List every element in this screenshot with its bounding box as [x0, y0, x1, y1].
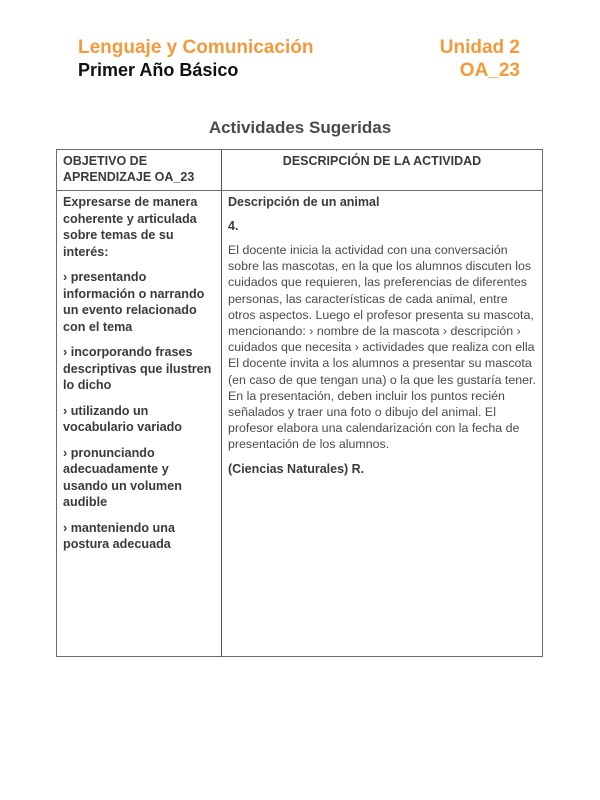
header-row-bottom — [78, 59, 520, 82]
oa-code-label: OA_23 — [459, 60, 520, 81]
subject-title: Lenguaje y Comunicación — [78, 37, 314, 58]
column-header-description: DESCRIPCIÓN DE LA ACTIVIDAD — [282, 154, 482, 168]
objective-item: › incorporando frases descriptivas que ilustren lo dicho — [63, 345, 212, 392]
grade-label: Primer Año Básico — [78, 60, 239, 80]
column-header-objective: OBJETIVO DE APRENDIZAJE OA_23 — [57, 150, 222, 190]
objective-item: › presentando información o narrando un evento relacionado con el tema — [63, 270, 205, 334]
objective-item: › utilizando un vocabulario variado — [63, 403, 182, 434]
objective-item: › manteniendo una postura adecuada — [63, 520, 175, 551]
page-header — [78, 36, 520, 82]
activities-table — [56, 149, 543, 657]
section-title: Actividades Sugeridas — [208, 118, 392, 137]
objective-item: › pronunciando adecuadamente y usando un volumen audible — [63, 445, 182, 509]
activity-reference: (Ciencias Naturales) R. — [228, 461, 365, 476]
table-row — [57, 191, 542, 657]
activity-number: 4. — [228, 219, 239, 233]
activity-description: El docente inicia la actividad con una conversación sobre las mascotas, en la que los alumnos discuten los cuidados que requieren, las preferencias de diferentes personas, las características de cada animal, entre otros aspectos. Luego el profesor presenta su mascota, mencionando: › nombre de la mascota › descripción › cuidados que necesita › actividades que realiza con ella El docente invita a los alumnos a presentar su mascota (en caso de que tengan una) o la que les gustaría tener. En la presentación, deben incluir los puntos recién señalados y traer una foto o dibujo del animal. El profesor elabora una calendarización con la fecha de presentación de los alumnos. — [228, 243, 536, 452]
objective-cell — [57, 191, 222, 657]
objective-intro: Expresarse de manera coherente y articulada sobre temas de su interés: — [63, 195, 198, 259]
activity-cell — [222, 191, 542, 657]
unit-label: Unidad 2 — [439, 37, 520, 58]
table-header-row — [57, 150, 542, 191]
header-row-top — [78, 36, 520, 59]
activity-title: Descripción de un animal — [228, 195, 380, 209]
